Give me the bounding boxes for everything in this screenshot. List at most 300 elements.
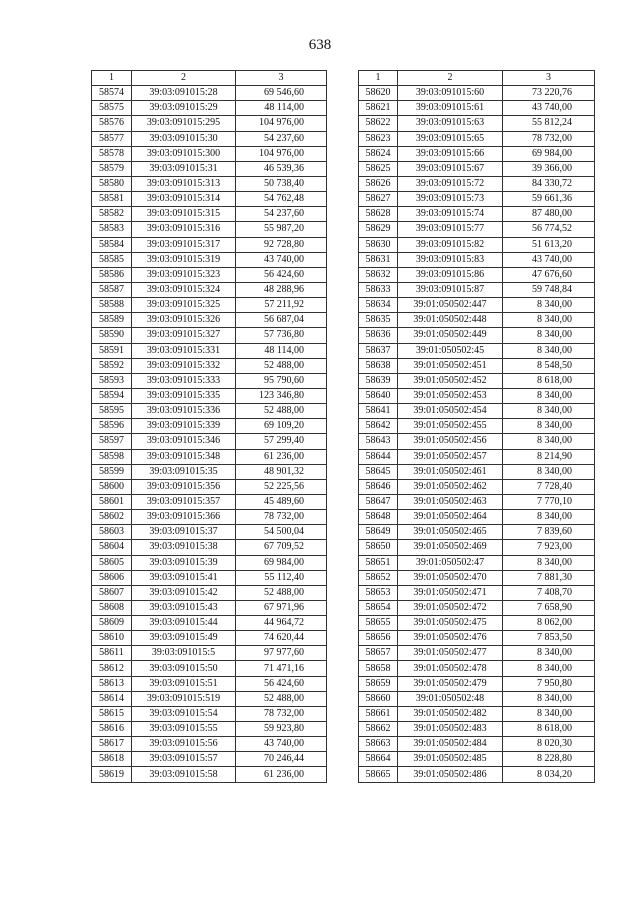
row-number: 58662 — [359, 722, 398, 737]
cadastral-number: 39:03:091015:327 — [132, 328, 236, 343]
row-number: 58579 — [92, 161, 132, 176]
row-number: 58619 — [92, 767, 132, 782]
amount: 54 237,60 — [236, 207, 327, 222]
cadastral-number: 39:03:091015:295 — [132, 116, 236, 131]
table-row — [92, 570, 327, 585]
row-number: 58621 — [359, 101, 398, 116]
amount: 39 366,00 — [503, 161, 595, 176]
table-row — [92, 176, 327, 191]
amount: 44 964,72 — [236, 616, 327, 631]
cadastral-number: 39:03:091015:313 — [132, 176, 236, 191]
cadastral-number: 39:03:091015:56 — [132, 737, 236, 752]
amount: 55 812,24 — [503, 116, 595, 131]
amount: 8 034,20 — [503, 767, 595, 782]
cadastral-number: 39:03:091015:357 — [132, 494, 236, 509]
row-number: 58628 — [359, 207, 398, 222]
cadastral-number: 39:01:050502:475 — [398, 616, 503, 631]
table-row — [359, 298, 595, 313]
amount: 52 488,00 — [236, 404, 327, 419]
cadastral-number: 39:03:091015:42 — [132, 585, 236, 600]
amount: 8 548,50 — [503, 358, 595, 373]
row-number: 58642 — [359, 419, 398, 434]
cadastral-number: 39:03:091015:300 — [132, 146, 236, 161]
table-row — [92, 237, 327, 252]
table-row — [359, 161, 595, 176]
table-row — [92, 434, 327, 449]
row-number: 58633 — [359, 282, 398, 297]
row-number: 58624 — [359, 146, 398, 161]
amount: 8 340,00 — [503, 419, 595, 434]
table-row — [359, 373, 595, 388]
row-number: 58586 — [92, 267, 132, 282]
amount: 104 976,00 — [236, 146, 327, 161]
amount: 8 340,00 — [503, 661, 595, 676]
row-number: 58631 — [359, 252, 398, 267]
cadastral-number: 39:01:050502:461 — [398, 464, 503, 479]
row-number: 58594 — [92, 388, 132, 403]
row-number: 58632 — [359, 267, 398, 282]
table-row — [359, 388, 595, 403]
row-number: 58636 — [359, 328, 398, 343]
amount: 69 984,00 — [503, 146, 595, 161]
table-row — [359, 570, 595, 585]
row-number: 58614 — [92, 691, 132, 706]
cadastral-number: 39:01:050502:484 — [398, 737, 503, 752]
table-row — [92, 676, 327, 691]
row-number: 58656 — [359, 631, 398, 646]
row-number: 58596 — [92, 419, 132, 434]
row-number: 58648 — [359, 510, 398, 525]
amount: 87 480,00 — [503, 207, 595, 222]
table-row — [359, 540, 595, 555]
table-row — [92, 86, 327, 101]
row-number: 58647 — [359, 494, 398, 509]
amount: 97 977,60 — [236, 646, 327, 661]
table-row — [92, 328, 327, 343]
table-row — [92, 252, 327, 267]
row-number: 58650 — [359, 540, 398, 555]
amount: 69 109,20 — [236, 419, 327, 434]
amount: 8 340,00 — [503, 646, 595, 661]
cadastral-number: 39:01:050502:451 — [398, 358, 503, 373]
table-row — [359, 419, 595, 434]
cadastral-number: 39:01:050502:486 — [398, 767, 503, 782]
amount: 54 237,60 — [236, 131, 327, 146]
row-number: 58627 — [359, 192, 398, 207]
cadastral-number: 39:03:091015:339 — [132, 419, 236, 434]
row-number: 58641 — [359, 404, 398, 419]
row-number: 58644 — [359, 449, 398, 464]
amount: 78 732,00 — [236, 706, 327, 721]
row-number: 58640 — [359, 388, 398, 403]
cadastral-number: 39:01:050502:45 — [398, 343, 503, 358]
table-row — [92, 298, 327, 313]
table-row — [359, 494, 595, 509]
amount: 8 340,00 — [503, 404, 595, 419]
cadastral-number: 39:01:050502:469 — [398, 540, 503, 555]
cadastral-number: 39:01:050502:452 — [398, 373, 503, 388]
row-number: 58582 — [92, 207, 132, 222]
row-number: 58653 — [359, 585, 398, 600]
table-row — [359, 434, 595, 449]
table-row — [92, 600, 327, 615]
row-number: 58577 — [92, 131, 132, 146]
row-number: 58613 — [92, 676, 132, 691]
row-number: 58588 — [92, 298, 132, 313]
row-number: 58629 — [359, 222, 398, 237]
table-row — [359, 313, 595, 328]
row-number: 58657 — [359, 646, 398, 661]
table-row — [359, 525, 595, 540]
row-number: 58652 — [359, 570, 398, 585]
row-number: 58649 — [359, 525, 398, 540]
table-row — [359, 691, 595, 706]
row-number: 58646 — [359, 479, 398, 494]
cadastral-number: 39:01:050502:472 — [398, 600, 503, 615]
cadastral-number: 39:03:091015:66 — [398, 146, 503, 161]
cadastral-number: 39:03:091015:336 — [132, 404, 236, 419]
amount: 67 709,52 — [236, 540, 327, 555]
row-number: 58607 — [92, 585, 132, 600]
table-row — [92, 388, 327, 403]
cadastral-number: 39:01:050502:485 — [398, 752, 503, 767]
row-number: 58623 — [359, 131, 398, 146]
amount: 47 676,60 — [503, 267, 595, 282]
row-number: 58611 — [92, 646, 132, 661]
table-row — [359, 116, 595, 131]
amount: 8 340,00 — [503, 706, 595, 721]
cadastral-number: 39:03:091015:60 — [398, 86, 503, 101]
cadastral-number: 39:01:050502:455 — [398, 419, 503, 434]
row-number: 58605 — [92, 555, 132, 570]
amount: 7 923,00 — [503, 540, 595, 555]
table-row — [359, 464, 595, 479]
amount: 55 112,40 — [236, 570, 327, 585]
amount: 43 740,00 — [503, 252, 595, 267]
table-left-body — [92, 86, 327, 782]
row-number: 58580 — [92, 176, 132, 191]
table-row — [359, 600, 595, 615]
amount: 8 340,00 — [503, 434, 595, 449]
table-row — [92, 510, 327, 525]
amount: 8 340,00 — [503, 555, 595, 570]
cadastral-number: 39:03:091015:73 — [398, 192, 503, 207]
table-row — [92, 525, 327, 540]
table-row — [92, 161, 327, 176]
amount: 69 546,60 — [236, 86, 327, 101]
table-row — [92, 146, 327, 161]
table-row — [92, 752, 327, 767]
row-number: 58665 — [359, 767, 398, 782]
row-number: 58574 — [92, 86, 132, 101]
table-right — [358, 70, 595, 783]
row-number: 58637 — [359, 343, 398, 358]
row-number: 58598 — [92, 449, 132, 464]
amount: 59 748,84 — [503, 282, 595, 297]
cadastral-number: 39:03:091015:39 — [132, 555, 236, 570]
cadastral-number: 39:03:091015:67 — [398, 161, 503, 176]
table-row — [92, 267, 327, 282]
table-row — [359, 631, 595, 646]
table-row — [92, 207, 327, 222]
cadastral-number: 39:03:091015:77 — [398, 222, 503, 237]
amount: 69 984,00 — [236, 555, 327, 570]
table-row — [359, 86, 595, 101]
cadastral-number: 39:03:091015:326 — [132, 313, 236, 328]
amount: 7 881,30 — [503, 570, 595, 585]
cadastral-number: 39:03:091015:519 — [132, 691, 236, 706]
row-number: 58643 — [359, 434, 398, 449]
cadastral-number: 39:01:050502:462 — [398, 479, 503, 494]
row-number: 58655 — [359, 616, 398, 631]
table-row — [359, 237, 595, 252]
cadastral-number: 39:03:091015:87 — [398, 282, 503, 297]
amount: 8 340,00 — [503, 343, 595, 358]
row-number: 58615 — [92, 706, 132, 721]
cadastral-number: 39:01:050502:471 — [398, 585, 503, 600]
amount: 48 114,00 — [236, 343, 327, 358]
cadastral-number: 39:03:091015:29 — [132, 101, 236, 116]
table-row — [359, 722, 595, 737]
table-row — [92, 282, 327, 297]
row-number: 58658 — [359, 661, 398, 676]
row-number: 58590 — [92, 328, 132, 343]
cadastral-number: 39:01:050502:479 — [398, 676, 503, 691]
row-number: 58660 — [359, 691, 398, 706]
cadastral-number: 39:03:091015:35 — [132, 464, 236, 479]
amount: 74 620,44 — [236, 631, 327, 646]
header-col-1: 1 — [359, 71, 398, 86]
cadastral-number: 39:01:050502:454 — [398, 404, 503, 419]
row-number: 58576 — [92, 116, 132, 131]
table-row — [92, 661, 327, 676]
amount: 61 236,00 — [236, 449, 327, 464]
row-number: 58654 — [359, 600, 398, 615]
amount: 123 346,80 — [236, 388, 327, 403]
cadastral-number: 39:03:091015:55 — [132, 722, 236, 737]
row-number: 58612 — [92, 661, 132, 676]
row-number: 58600 — [92, 479, 132, 494]
header-col-2: 2 — [398, 71, 503, 86]
cadastral-number: 39:03:091015:324 — [132, 282, 236, 297]
amount: 8 214,90 — [503, 449, 595, 464]
amount: 8 340,00 — [503, 691, 595, 706]
amount: 56 774,52 — [503, 222, 595, 237]
amount: 61 236,00 — [236, 767, 327, 782]
amount: 48 901,32 — [236, 464, 327, 479]
amount: 52 488,00 — [236, 358, 327, 373]
row-number: 58603 — [92, 525, 132, 540]
table-row — [92, 646, 327, 661]
table-row — [359, 222, 595, 237]
amount: 8 062,00 — [503, 616, 595, 631]
amount: 7 853,50 — [503, 631, 595, 646]
table-row — [359, 192, 595, 207]
amount: 8 340,00 — [503, 328, 595, 343]
cadastral-number: 39:03:091015:86 — [398, 267, 503, 282]
cadastral-number: 39:03:091015:57 — [132, 752, 236, 767]
table-row — [92, 192, 327, 207]
row-number: 58597 — [92, 434, 132, 449]
amount: 8 228,80 — [503, 752, 595, 767]
cadastral-number: 39:01:050502:463 — [398, 494, 503, 509]
amount: 52 225,56 — [236, 479, 327, 494]
cadastral-number: 39:03:091015:314 — [132, 192, 236, 207]
amount: 57 211,92 — [236, 298, 327, 313]
cadastral-number: 39:01:050502:470 — [398, 570, 503, 585]
amount: 67 971,96 — [236, 600, 327, 615]
cadastral-number: 39:03:091015:325 — [132, 298, 236, 313]
table-header-row — [92, 71, 327, 86]
cadastral-number: 39:01:050502:483 — [398, 722, 503, 737]
table-row — [92, 631, 327, 646]
row-number: 58645 — [359, 464, 398, 479]
table-row — [92, 373, 327, 388]
amount: 8 340,00 — [503, 388, 595, 403]
table-row — [92, 706, 327, 721]
table-right-body — [359, 86, 595, 782]
cadastral-number: 39:01:050502:478 — [398, 661, 503, 676]
table-row — [359, 267, 595, 282]
table-row — [359, 706, 595, 721]
cadastral-number: 39:03:091015:323 — [132, 267, 236, 282]
row-number: 58638 — [359, 358, 398, 373]
amount: 43 740,00 — [236, 737, 327, 752]
row-number: 58584 — [92, 237, 132, 252]
table-row — [359, 343, 595, 358]
cadastral-number: 39:01:050502:476 — [398, 631, 503, 646]
row-number: 58601 — [92, 494, 132, 509]
row-number: 58664 — [359, 752, 398, 767]
cadastral-number: 39:03:091015:332 — [132, 358, 236, 373]
amount: 71 471,16 — [236, 661, 327, 676]
row-number: 58608 — [92, 600, 132, 615]
table-row — [359, 328, 595, 343]
table-row — [359, 661, 595, 676]
amount: 84 330,72 — [503, 176, 595, 191]
amount: 59 661,36 — [503, 192, 595, 207]
table-row — [359, 510, 595, 525]
table-row — [92, 479, 327, 494]
cadastral-number: 39:03:091015:82 — [398, 237, 503, 252]
amount: 7 770,10 — [503, 494, 595, 509]
row-number: 58606 — [92, 570, 132, 585]
table-row — [92, 585, 327, 600]
table-row — [359, 146, 595, 161]
cadastral-number: 39:01:050502:448 — [398, 313, 503, 328]
table-row — [92, 449, 327, 464]
cadastral-number: 39:03:091015:63 — [398, 116, 503, 131]
amount: 8 618,00 — [503, 722, 595, 737]
amount: 73 220,76 — [503, 86, 595, 101]
table-row — [92, 494, 327, 509]
table-row — [359, 479, 595, 494]
table-row — [359, 767, 595, 782]
amount: 104 976,00 — [236, 116, 327, 131]
table-row — [92, 691, 327, 706]
amount: 70 246,44 — [236, 752, 327, 767]
cadastral-number: 39:03:091015:65 — [398, 131, 503, 146]
table-row — [92, 313, 327, 328]
row-number: 58595 — [92, 404, 132, 419]
amount: 92 728,80 — [236, 237, 327, 252]
row-number: 58626 — [359, 176, 398, 191]
cadastral-number: 39:03:091015:43 — [132, 600, 236, 615]
cadastral-number: 39:03:091015:54 — [132, 706, 236, 721]
amount: 8 020,30 — [503, 737, 595, 752]
row-number: 58602 — [92, 510, 132, 525]
cadastral-number: 39:03:091015:30 — [132, 131, 236, 146]
row-number: 58634 — [359, 298, 398, 313]
cadastral-number: 39:01:050502:449 — [398, 328, 503, 343]
cadastral-number: 39:01:050502:482 — [398, 706, 503, 721]
cadastral-number: 39:03:091015:61 — [398, 101, 503, 116]
row-number: 58661 — [359, 706, 398, 721]
row-number: 58659 — [359, 676, 398, 691]
row-number: 58591 — [92, 343, 132, 358]
cadastral-number: 39:03:091015:41 — [132, 570, 236, 585]
cadastral-number: 39:03:091015:28 — [132, 86, 236, 101]
table-row — [92, 131, 327, 146]
table-row — [92, 419, 327, 434]
amount: 8 340,00 — [503, 313, 595, 328]
row-number: 58587 — [92, 282, 132, 297]
cadastral-number: 39:03:091015:38 — [132, 540, 236, 555]
amount: 54 762,48 — [236, 192, 327, 207]
amount: 56 424,60 — [236, 676, 327, 691]
cadastral-number: 39:03:091015:319 — [132, 252, 236, 267]
amount: 43 740,00 — [503, 101, 595, 116]
table-row — [92, 464, 327, 479]
amount: 8 340,00 — [503, 298, 595, 313]
amount: 46 539,36 — [236, 161, 327, 176]
table-row — [359, 676, 595, 691]
row-number: 58575 — [92, 101, 132, 116]
cadastral-number: 39:01:050502:456 — [398, 434, 503, 449]
amount: 8 340,00 — [503, 464, 595, 479]
row-number: 58589 — [92, 313, 132, 328]
header-col-3: 3 — [503, 71, 595, 86]
row-number: 58625 — [359, 161, 398, 176]
row-number: 58622 — [359, 116, 398, 131]
header-col-1: 1 — [92, 71, 132, 86]
table-row — [359, 282, 595, 297]
amount: 43 740,00 — [236, 252, 327, 267]
table-row — [359, 616, 595, 631]
cadastral-number: 39:03:091015:331 — [132, 343, 236, 358]
row-number: 58616 — [92, 722, 132, 737]
row-number: 58599 — [92, 464, 132, 479]
header-col-2: 2 — [132, 71, 236, 86]
cadastral-number: 39:03:091015:31 — [132, 161, 236, 176]
cadastral-number: 39:03:091015:58 — [132, 767, 236, 782]
cadastral-number: 39:01:050502:447 — [398, 298, 503, 313]
cadastral-number: 39:01:050502:477 — [398, 646, 503, 661]
cadastral-number: 39:01:050502:453 — [398, 388, 503, 403]
amount: 7 658,90 — [503, 600, 595, 615]
row-number: 58609 — [92, 616, 132, 631]
table-row — [92, 722, 327, 737]
table-header-row — [359, 71, 595, 86]
amount: 55 987,20 — [236, 222, 327, 237]
amount: 7 728,40 — [503, 479, 595, 494]
amount: 78 732,00 — [503, 131, 595, 146]
table-row — [359, 737, 595, 752]
table-row — [92, 540, 327, 555]
table-row — [92, 404, 327, 419]
amount: 45 489,60 — [236, 494, 327, 509]
amount: 48 114,00 — [236, 101, 327, 116]
